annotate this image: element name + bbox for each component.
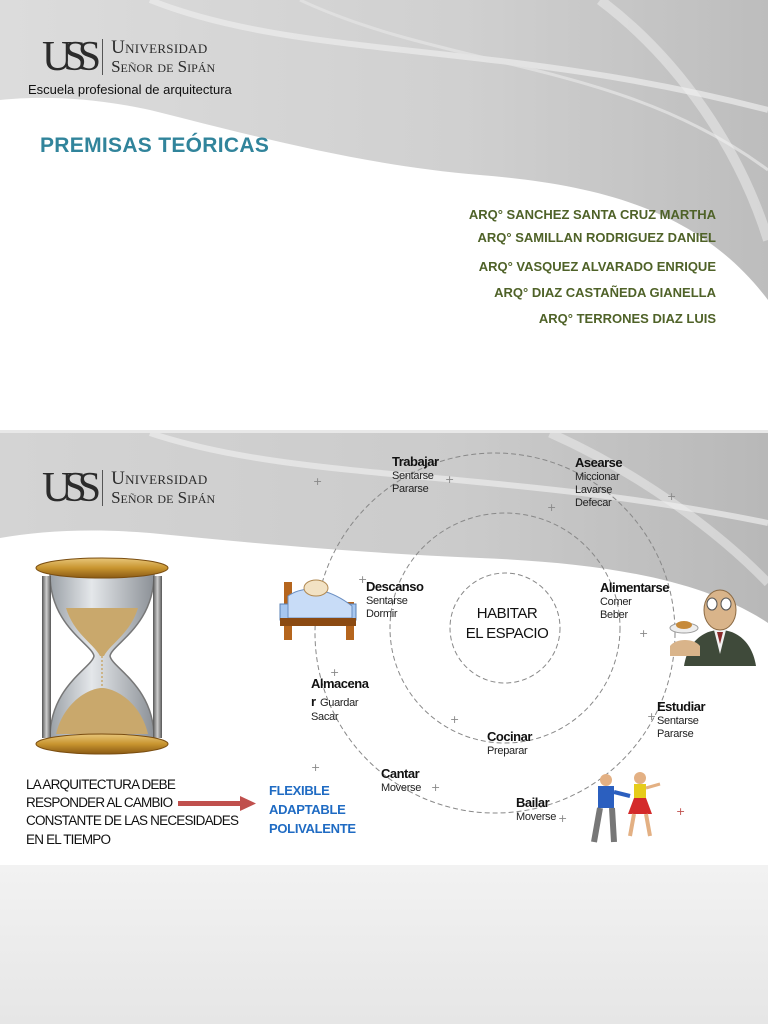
activity-almacenar bbox=[311, 676, 368, 724]
svg-text:+: + bbox=[445, 473, 455, 486]
statement-line: CONSTANTE DE LAS NECESIDADES bbox=[26, 813, 239, 829]
statement-line: LA ARQUITECTURA DEBE bbox=[26, 777, 176, 792]
svg-text:+: + bbox=[311, 761, 321, 774]
svg-text:+: + bbox=[676, 805, 686, 818]
activity-cocinar bbox=[487, 729, 532, 758]
activity-estudiar bbox=[657, 699, 705, 741]
activity-item: Sentarse bbox=[657, 714, 699, 727]
quality-polivalente: POLIVALENTE bbox=[269, 820, 356, 836]
activity-item: Lavarse bbox=[575, 483, 613, 496]
logo-line-1: Universidad bbox=[111, 468, 208, 490]
author-3: ARQ° VASQUEZ ALVARADO ENRIQUE bbox=[478, 259, 716, 274]
activity-item: Sentarse bbox=[366, 594, 408, 607]
activity-trabajar bbox=[392, 454, 439, 496]
activity-asearse bbox=[575, 455, 622, 510]
activity-item: Pararse bbox=[657, 727, 694, 740]
activity-cantar bbox=[381, 766, 421, 795]
activity-item: Defecar bbox=[575, 496, 612, 509]
author-2: ARQ° SAMILLAN RODRIGUEZ DANIEL bbox=[477, 230, 716, 245]
quality-adaptable: ADAPTABLE bbox=[269, 801, 346, 817]
bed-icon bbox=[278, 572, 360, 642]
hourglass-icon bbox=[34, 556, 170, 756]
logo-mark: USS bbox=[42, 34, 93, 80]
activity-descanso bbox=[366, 579, 423, 621]
activity-item: Comer bbox=[600, 595, 632, 608]
activity-title: Almacena bbox=[311, 676, 369, 691]
activity-item: Moverse bbox=[516, 810, 557, 823]
activity-title: Cocinar bbox=[487, 729, 532, 744]
svg-text:+: + bbox=[639, 627, 649, 640]
author-4: ARQ° DIAZ CASTAÑEDA GIANELLA bbox=[494, 285, 716, 300]
activity-alimentarse bbox=[600, 580, 669, 622]
logo-line-1: Universidad bbox=[111, 37, 208, 59]
activity-item: Moverse bbox=[381, 781, 422, 794]
svg-text:+: + bbox=[558, 812, 568, 825]
activity-item: Sentarse bbox=[392, 469, 434, 482]
logo-mark: USS bbox=[42, 465, 93, 511]
architecture-statement bbox=[26, 776, 238, 849]
activity-title: Cantar bbox=[381, 766, 420, 781]
svg-text:+: + bbox=[647, 710, 657, 723]
dancers-icon bbox=[584, 770, 666, 848]
activity-title: Alimentarse bbox=[600, 580, 669, 595]
logo-line-2: Señor de Sipán bbox=[111, 488, 216, 508]
activity-title: Estudiar bbox=[657, 699, 706, 714]
svg-text:+: + bbox=[450, 713, 460, 726]
svg-text:+: + bbox=[431, 781, 441, 794]
activity-item: Miccionar bbox=[575, 470, 620, 483]
activity-title: Descanso bbox=[366, 579, 424, 594]
activity-title: Trabajar bbox=[392, 454, 439, 469]
activity-item: Dormir bbox=[366, 607, 398, 620]
activity-item: Pararse bbox=[392, 482, 429, 495]
activity-title: Bailar bbox=[516, 795, 550, 810]
activity-item: Guardar bbox=[320, 696, 359, 709]
empty-page-area bbox=[0, 865, 768, 1024]
quality-flexible: FLEXIBLE bbox=[269, 783, 330, 798]
activity-title-cont: r bbox=[311, 693, 316, 709]
activity-item: Preparar bbox=[487, 744, 528, 757]
center-label bbox=[457, 604, 557, 643]
logo-line-2: Señor de Sipán bbox=[111, 57, 216, 77]
svg-text:+: + bbox=[330, 666, 340, 679]
activity-bailar bbox=[516, 795, 556, 824]
activity-item: Sacar bbox=[311, 710, 339, 723]
center-line-2: EL ESPACIO bbox=[465, 624, 549, 642]
right-arrow-icon bbox=[178, 796, 256, 812]
author-5: ARQ° TERRONES DIAZ LUIS bbox=[538, 311, 716, 326]
svg-text:+: + bbox=[358, 573, 368, 586]
page-title: PREMISAS TEÓRICAS bbox=[40, 134, 270, 157]
eating-man-icon bbox=[664, 586, 758, 666]
center-line-1: HABITAR bbox=[476, 605, 538, 622]
activity-item: Beber bbox=[600, 608, 628, 621]
statement-line: EN EL TIEMPO bbox=[26, 831, 111, 847]
svg-text:+: + bbox=[547, 501, 557, 514]
activity-title: Asearse bbox=[575, 455, 623, 470]
author-1: ARQ° SANCHEZ SANTA CRUZ MARTHA bbox=[468, 207, 716, 222]
svg-text:+: + bbox=[313, 475, 323, 488]
statement-line: RESPONDER AL CAMBIO bbox=[26, 795, 173, 811]
svg-text:+: + bbox=[667, 490, 677, 503]
qualities-list bbox=[269, 782, 356, 839]
school-name: Escuela profesional de arquitectura bbox=[28, 82, 232, 97]
